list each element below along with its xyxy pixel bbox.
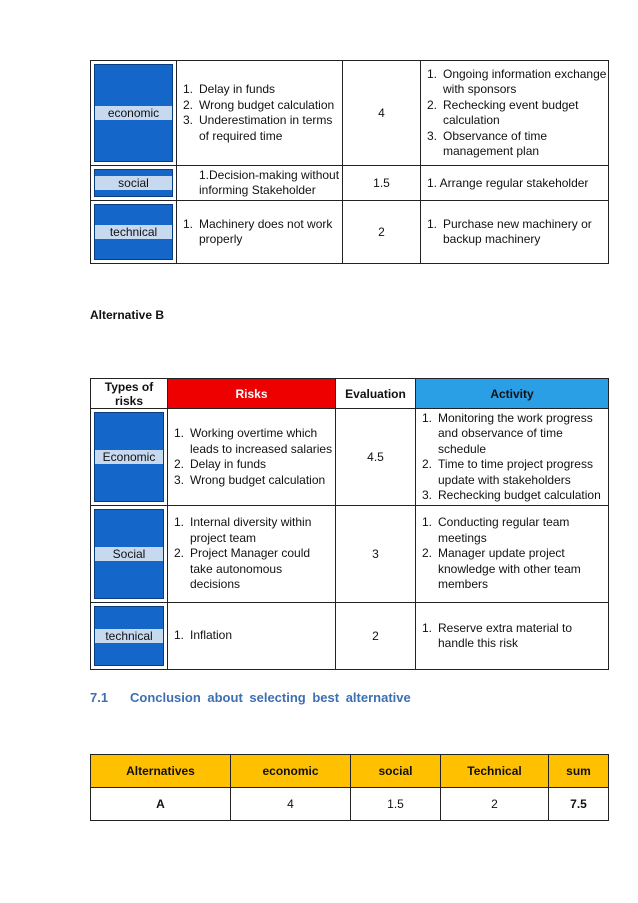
table-row <box>91 409 609 506</box>
table-row <box>91 603 609 670</box>
list-item: 2. Project Manager could take autonomous decisions <box>174 546 311 592</box>
risk-type-cell <box>91 409 168 506</box>
section-number: 7.1 <box>90 690 109 705</box>
list-item: 1. Delay in funds <box>183 82 276 96</box>
header-technical: Technical <box>441 755 549 788</box>
activity-cell <box>421 61 609 166</box>
list-item: 1. Inflation <box>174 628 233 643</box>
activity-cell <box>421 201 609 264</box>
risk-type-cell <box>91 506 168 603</box>
risks-cell <box>168 506 336 603</box>
evaluation-cell: 4 <box>343 61 421 166</box>
list-item: 1. Conducting regular team meetings <box>422 515 570 545</box>
list-item: 2. Rechecking event budget calculation <box>427 97 579 127</box>
list-item: 2. Delay in funds <box>174 457 267 471</box>
list-item: 3. Wrong budget calculation <box>174 472 326 487</box>
list-item: 2. Time to time project progress update with stakeholders <box>422 457 593 487</box>
risks-cell <box>177 201 343 264</box>
list-item: 1. Purchase new machinery or backup machinery <box>427 216 592 246</box>
economic-cell: 4 <box>231 788 351 821</box>
header-economic: economic <box>231 755 351 788</box>
risk-type-label: social <box>95 176 172 190</box>
header-risks: Risks <box>168 379 336 409</box>
risk-type-label: Economic <box>95 450 163 464</box>
header-alternatives: Alternatives <box>91 755 231 788</box>
evaluation-cell: 2 <box>343 201 421 264</box>
activity-cell <box>416 506 609 603</box>
table-row <box>91 61 609 166</box>
list-item: 3. Observance of time management plan <box>427 128 548 158</box>
alternatives-summary-table <box>90 754 609 821</box>
header-social: social <box>351 755 441 788</box>
header-activity: Activity <box>416 379 609 409</box>
header-evaluation: Evaluation <box>336 379 416 409</box>
alternative-a-risk-table <box>90 60 609 264</box>
list-item: 3. Rechecking budget calculation <box>422 488 601 502</box>
list-item: 2. Manager update project knowledge with other team members <box>422 546 581 592</box>
risks-cell <box>177 61 343 166</box>
list-item: 1. Ongoing information exchange with sponsors <box>427 66 607 96</box>
table-header-row <box>91 379 609 409</box>
list-item: 1. Monitoring the work progress and observance of time schedule <box>422 410 593 456</box>
technical-cell: 2 <box>441 788 549 821</box>
sum-cell: 7.5 <box>549 788 609 821</box>
table-header-row <box>91 755 609 788</box>
alternative-cell: A <box>91 788 231 821</box>
list-item: 1. Working overtime which leads to increased salaries <box>174 426 333 456</box>
alternative-b-risk-table <box>90 378 609 670</box>
risk-type-label: technical <box>95 629 163 643</box>
evaluation-cell: 3 <box>336 506 416 603</box>
section-heading <box>90 690 411 705</box>
table-row <box>91 788 609 821</box>
social-cell: 1.5 <box>351 788 441 821</box>
list-item: 3. Underestimation in terms of required time <box>183 113 333 143</box>
risk-type-label: technical <box>95 225 172 239</box>
risk-type-cell <box>91 603 168 670</box>
risk-type-cell <box>91 166 177 201</box>
activity-cell <box>421 166 609 201</box>
alternative-b-heading: Alternative B <box>90 308 165 322</box>
evaluation-cell: 2 <box>336 603 416 670</box>
risks-cell <box>168 603 336 670</box>
header-types-of-risks: Types of risks <box>91 379 168 409</box>
activity-cell <box>416 603 609 670</box>
risks-cell <box>168 409 336 506</box>
risks-cell <box>177 166 343 201</box>
evaluation-cell: 1.5 <box>343 166 421 201</box>
list-item: 2. Wrong budget calculation <box>183 97 335 112</box>
table-row <box>91 201 609 264</box>
header-sum: sum <box>549 755 609 788</box>
risk-type-label: economic <box>95 106 172 120</box>
table-row <box>91 166 609 201</box>
list-item: 1. Machinery does not work properly <box>183 216 333 246</box>
risk-type-cell <box>91 201 177 264</box>
risk-text: 1.Decision-making without informing Stakeholder <box>199 168 340 197</box>
evaluation-cell: 4.5 <box>336 409 416 506</box>
activity-cell <box>416 409 609 506</box>
list-item: 1. Reserve extra material to handle this risk <box>422 620 573 650</box>
table-row <box>91 506 609 603</box>
activity-text: 1. Arrange regular stakeholder <box>427 176 589 190</box>
list-item: 1. Internal diversity within project team <box>174 515 312 545</box>
section-title: Conclusion about selecting best alternative <box>130 690 411 705</box>
risk-type-label: Social <box>95 547 163 561</box>
risk-type-cell <box>91 61 177 166</box>
